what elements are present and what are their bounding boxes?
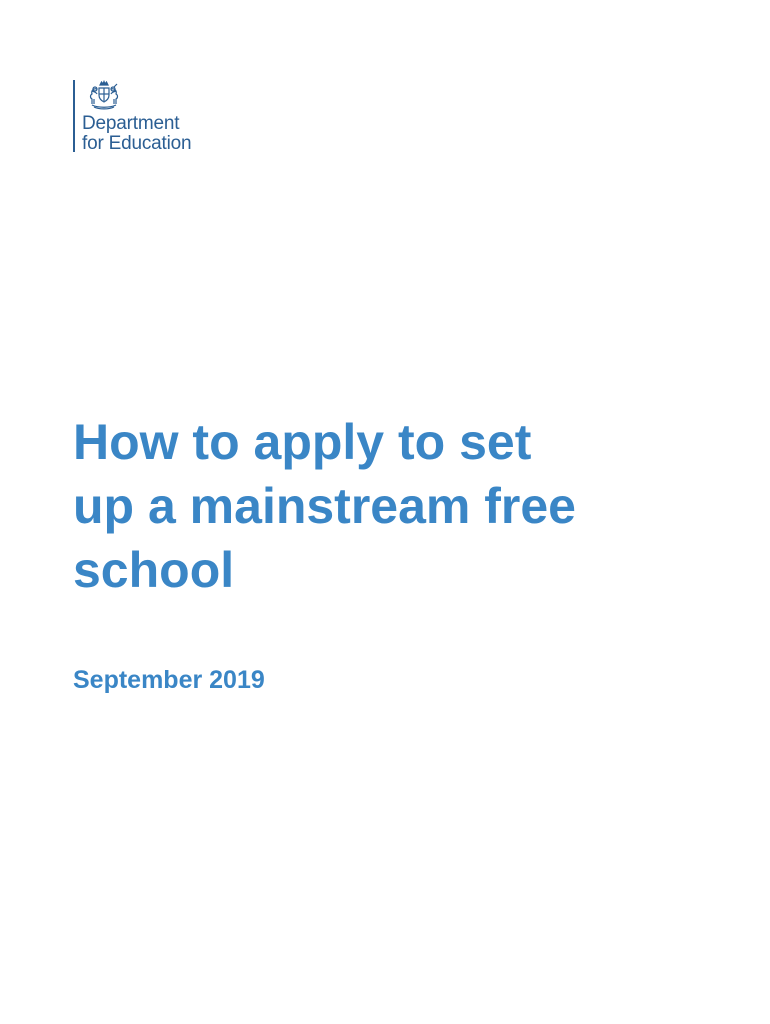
logo-line-1: Department bbox=[82, 113, 180, 134]
department-logo bbox=[73, 80, 191, 154]
title-line-2: up a mainstream free bbox=[73, 478, 576, 534]
document-title bbox=[73, 410, 713, 602]
logo-divider bbox=[73, 80, 75, 152]
logo-line-2: for Education bbox=[82, 133, 192, 154]
royal-coat-of-arms-icon bbox=[84, 80, 124, 110]
title-line-1: How to apply to set bbox=[73, 414, 532, 470]
publication-date: September 2019 bbox=[73, 666, 265, 694]
logo-content bbox=[82, 80, 191, 154]
title-line-3: school bbox=[73, 542, 235, 598]
